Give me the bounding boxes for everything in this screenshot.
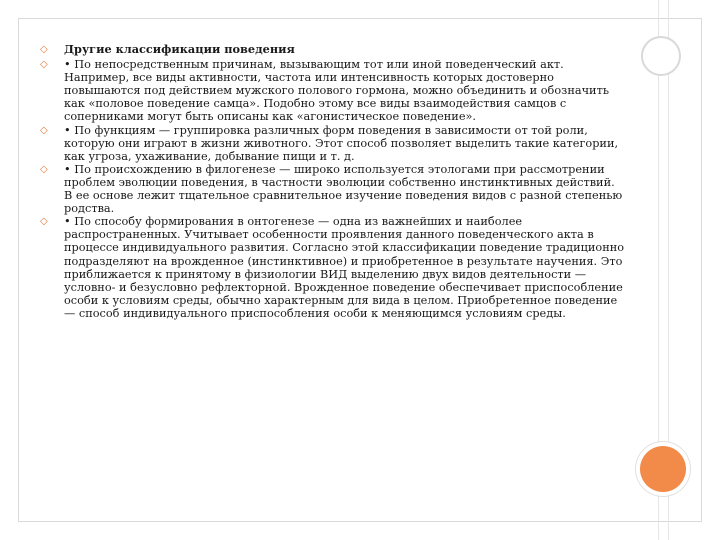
decorative-circle-icon: [641, 36, 681, 76]
slide-content: [40, 43, 625, 320]
slide-heading: Другие классификации поведения: [64, 42, 295, 56]
paragraph-text: • По происхождению в филогенезе — широко используется этологами при рассмотрении проблем эволюции поведения, в частности эволюции собственно инстинктивных действий. В ее основе лежит тщательное сравнительное изучение поведения видов с разной степенью родства.: [64, 162, 623, 216]
open-diamond-bullet-icon: ◇: [40, 124, 48, 136]
open-diamond-bullet-icon: ◇: [40, 44, 48, 55]
paragraph-text: • По непосредственным причинам, вызывающим тот или иной поведенческий акт. Например, все виды активности, частота или интенсивность которых достоверно повышаются под действием мужского полового гормона, можно объединить и обозначить как «половое поведение самца». Подобно этому все виды взаимодействия самцов с соперниками могут быть описаны как «агонистическое поведение».: [64, 58, 609, 124]
list-item: [40, 43, 625, 56]
open-diamond-bullet-icon: ◇: [40, 216, 48, 228]
list-item: [40, 163, 625, 215]
paragraph-text: • По способу формирования в онтогенезе — одна из важнейших и наиболее распространенных. Учитывает особенности проявления данного поведенческого акта в процессе индивидуального развития. Согласно этой классификации поведение традиционно подразделяют на врожденное (инстинктивное) и приобретенное в результате научения. Это приближается к принятому в физиологии ВИД выделению двух видов деятельности — условно- и безусловно рефлекторной. Врожденное поведение обеспечивает приспособление особи к условиям среды, обычно характерным для вида в целом. Приобретенное поведение — способ индивидуального приспособления особи к меняющимся условиям среды.: [64, 215, 625, 320]
open-diamond-bullet-icon: ◇: [40, 163, 48, 175]
list-item: [40, 215, 625, 320]
list-item: [40, 124, 625, 163]
paragraph-text: • По функциям — группировка различных форм поведения в зависимости от той роли, которую они играют в жизни животного. Этот способ позволяет выделить такие категории, как угроза, ухаживание, добывание пищи и т. д.: [64, 123, 619, 163]
list-item: [40, 58, 625, 123]
open-diamond-bullet-icon: ◇: [40, 59, 48, 71]
accent-circle-icon: [640, 446, 686, 492]
